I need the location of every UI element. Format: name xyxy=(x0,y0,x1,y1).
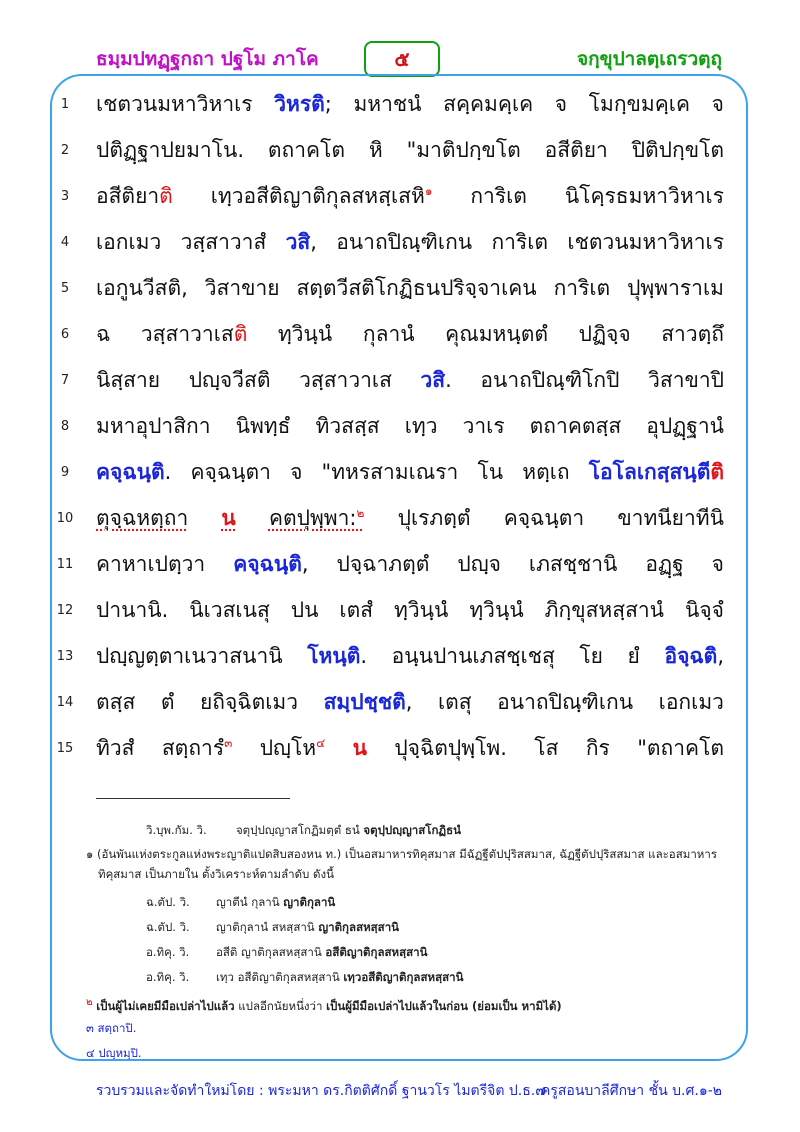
word: ตถาคตสฺส xyxy=(529,414,622,438)
word: มหาอุปาสิกา xyxy=(96,414,211,438)
text-line xyxy=(0,496,800,542)
word: หตฺเถ xyxy=(522,460,570,484)
fn1-a: วิ.บุพ.กัม. วิ. xyxy=(146,823,207,837)
word: ทฺวินฺนํ xyxy=(469,598,524,622)
word: เทฺวอสีติญาติกุลสหสฺเสหิ$^๑$ xyxy=(210,184,433,208)
line-text xyxy=(96,270,724,306)
word: อนฺนปานเภสชฺเชสุ xyxy=(391,644,555,668)
footer-teacher: ครูสอนบาลีศึกษา ชั้น บ.ศ.๑-๒ xyxy=(540,1083,722,1099)
footnote-6: ๔ ปญฺหมฺปิ. xyxy=(86,1046,142,1060)
line-text xyxy=(96,730,724,766)
line-number: 6 xyxy=(60,327,70,342)
line-text xyxy=(96,362,724,398)
footnote-5: ๓ สตฺถาปิ. xyxy=(86,1021,137,1035)
word: สมฺปชฺชติ, xyxy=(323,690,413,714)
word: "มาติปกฺขโต xyxy=(406,138,521,162)
text-line xyxy=(0,404,800,450)
word: สตฺถารํ$^๓$ xyxy=(161,736,233,760)
word: ปญฺญตฺตาเนวาสนานิ xyxy=(96,644,283,668)
word: เอกเมว xyxy=(96,230,162,254)
word: การิเต xyxy=(470,184,527,208)
word: "ทหรสามเณรา xyxy=(321,460,459,484)
word: เตสุ xyxy=(437,690,472,714)
word: วสิ. xyxy=(420,368,452,392)
text-line xyxy=(0,726,800,772)
word: จ xyxy=(711,92,724,116)
word: จ xyxy=(554,92,568,116)
word: ปานานิ. xyxy=(96,598,169,622)
line-text xyxy=(96,592,724,628)
word: สตฺตวีสติโกฏิธนปริจฺจาเคน xyxy=(296,276,537,300)
word: เภสชฺชานิ xyxy=(528,552,618,576)
word: เตสํ xyxy=(339,598,374,622)
word: น xyxy=(221,506,236,530)
word: หิ xyxy=(368,138,383,162)
word: วสิ, xyxy=(285,230,317,254)
word: คจฺฉนฺตา xyxy=(190,460,271,484)
word: อสีติยา xyxy=(544,138,608,162)
word: ตํ xyxy=(160,690,175,714)
word: สคฺคมคฺเค xyxy=(443,92,534,116)
word: โน xyxy=(477,460,504,484)
fn1-b: จตุปฺปญฺญาสโกฏิมตฺตํ ธนํ xyxy=(235,823,360,837)
analysis-row: อ.ทิคุ. วิ. เทฺว อสีติญาติกุลสหสฺสานิ เทฺวอสีติญาติกุลสหสฺสานิ xyxy=(146,970,464,984)
word: โหนฺติ. xyxy=(307,644,368,668)
word: นิสฺสาย xyxy=(96,368,161,392)
word: ตสฺส xyxy=(96,690,136,714)
word: ขาทนียาทีนิ xyxy=(617,506,724,530)
word: ปุจฺฉิตปุพฺโพ. xyxy=(394,736,507,760)
word: อนาถปิณฺฑิโกปิ xyxy=(480,368,620,392)
line-number: 4 xyxy=(60,235,70,250)
word: ทิวสํ xyxy=(96,736,135,760)
fn1-c: จตุปฺปญฺญาสโกฏิธนํ xyxy=(363,823,462,837)
text-line xyxy=(0,82,800,128)
word: โส xyxy=(534,736,559,760)
word: ภิกฺขุสหสฺสานํ xyxy=(544,598,665,622)
word: ตถาคโต xyxy=(267,138,345,162)
word: โย xyxy=(579,644,603,668)
line-text xyxy=(96,132,724,168)
text-line xyxy=(0,128,800,174)
line-number: 8 xyxy=(60,419,70,434)
footnote-rule xyxy=(96,798,290,799)
line-number: 10 xyxy=(56,511,74,526)
text-line xyxy=(0,174,800,220)
word: ปน xyxy=(290,598,319,622)
header-right-title: จกฺขุปาลตฺเถรวตฺถุ xyxy=(576,48,722,70)
word: นิจฺจํ xyxy=(685,598,724,622)
word: วิสาขาปิ xyxy=(648,368,724,392)
text-line xyxy=(0,450,800,496)
line-number: 15 xyxy=(56,741,74,756)
word: คจฺฉนฺติ, xyxy=(233,552,309,576)
word: คจฺฉนฺติ. xyxy=(96,460,172,484)
word: น xyxy=(352,736,367,760)
word: ทฺวินฺนํ xyxy=(394,598,449,622)
word: เอกูนวีสติ, xyxy=(96,276,188,300)
word: การิเต xyxy=(491,230,549,254)
word: ฉ xyxy=(96,322,111,346)
word: กิร xyxy=(585,736,610,760)
fn4-c: เป็นผู้มีมือเปล่าไปแล้วในก่อน (ย่อมเป็น หามิได้) xyxy=(326,998,562,1013)
line-text xyxy=(96,546,724,582)
analysis-row: อ.ทิคุ. วิ. อสีติ ญาติกุลสหสฺสานิ อสีติญาติกุลสหสฺสานิ xyxy=(146,945,428,959)
page-number-box: ๕ xyxy=(364,41,440,77)
header-left-title: ธมฺมปทฏฺฐกถา ปฐโม ภาโค xyxy=(96,48,319,70)
text-line xyxy=(0,312,800,358)
word: อฏฺฐ xyxy=(645,552,684,576)
line-text xyxy=(96,316,724,352)
word: "ตถาคโต xyxy=(637,736,724,760)
text-line xyxy=(0,588,800,634)
word: นิเวสเนสุ xyxy=(189,598,270,622)
text-line xyxy=(0,680,800,726)
word: เชตวนมหาวิหาเร xyxy=(567,230,724,254)
text-line xyxy=(0,358,800,404)
line-number: 9 xyxy=(60,465,70,480)
line-number: 1 xyxy=(60,97,70,112)
word: ยํ xyxy=(627,644,640,668)
text-line xyxy=(0,634,800,680)
line-number: 14 xyxy=(56,695,74,710)
word: นิพทฺธํ xyxy=(235,414,291,438)
fn4-num: ๒ xyxy=(86,997,93,1008)
line-number: 2 xyxy=(60,143,70,158)
line-number: 5 xyxy=(60,281,70,296)
word: วิหรติ; xyxy=(274,92,332,116)
line-text xyxy=(96,224,724,260)
fn4-b: แปลอีกนัยหนึ่งว่า xyxy=(238,998,323,1013)
word: ปญฺจวีสติ xyxy=(188,368,271,392)
word: วสฺสาวาเสติ xyxy=(140,322,248,346)
text-line xyxy=(0,542,800,588)
word: เอกเมว xyxy=(658,690,724,714)
word: ปญฺโห$^๔$ xyxy=(259,736,326,760)
word: อุปฏฺฐานํ xyxy=(646,414,724,438)
word: ปุพฺพาราเม xyxy=(627,276,724,300)
word: โมกฺขมคฺเค xyxy=(588,92,691,116)
line-number: 11 xyxy=(56,557,74,572)
word: ปุเรภตฺตํ xyxy=(397,506,471,530)
text-line xyxy=(0,266,800,312)
word: คตปุพฺพา:$^๒$ xyxy=(268,506,365,530)
word: วสฺสาวาสํ xyxy=(180,230,267,254)
word: จ xyxy=(290,460,303,484)
word: คาหาเปตฺวา xyxy=(96,552,206,576)
word: ปติฏฺฐาปยมาโน. xyxy=(96,138,245,162)
line-text xyxy=(96,408,724,444)
word: จ xyxy=(711,552,724,576)
word: ทิวสสฺส xyxy=(315,414,380,438)
word: ปจฺฉาภตฺตํ xyxy=(336,552,430,576)
word: โอโลเกสฺสนฺตีติ xyxy=(588,460,724,484)
word: อนาถปิณฺฑิเกน xyxy=(497,690,634,714)
word: สาวตฺถึ xyxy=(661,322,724,346)
footnote-4 xyxy=(86,995,562,1016)
line-number: 7 xyxy=(60,373,70,388)
analysis-row: ฉ.ตัป. วิ. ญาตีนํ กุลานิ ญาติกุลานิ xyxy=(146,895,336,909)
line-text xyxy=(96,684,724,720)
line-number: 12 xyxy=(56,603,74,618)
word: วิสาขาย xyxy=(204,276,280,300)
word: ทฺวินฺนํ xyxy=(277,322,333,346)
word: อนาถปิณฺฑิเกน xyxy=(336,230,473,254)
footnote-3: ทิคุสมาส เป็นภายใน ตั้งวิเคราะห์ตามลำดับ ดังนี้ xyxy=(98,867,334,881)
text-line xyxy=(0,220,800,266)
word: ปญฺจ xyxy=(457,552,501,576)
line-text xyxy=(96,86,724,122)
word: เชตวนมหาวิหาเร xyxy=(96,92,253,116)
word: อสีติยาติ xyxy=(96,184,173,208)
word: ตุจฺฉหตฺถา xyxy=(96,506,189,530)
word: การิเต xyxy=(553,276,611,300)
word: ยถิจฺฉิตเมว xyxy=(199,690,299,714)
word: คุณมหนฺตตํ xyxy=(445,322,549,346)
word: วาเร xyxy=(462,414,505,438)
word: ปิติปกฺขโต xyxy=(631,138,724,162)
line-text xyxy=(96,638,724,674)
word: เทฺว xyxy=(404,414,438,438)
line-number: 3 xyxy=(60,189,70,204)
word: อิจฺฉติ, xyxy=(664,644,724,668)
line-number: 13 xyxy=(56,649,74,664)
word: กุลานํ xyxy=(362,322,415,346)
word: นิโคฺรธมหาวิหาเร xyxy=(564,184,724,208)
fn4-a: เป็นผู้ไม่เคยมีมือเปล่าไปแล้ว xyxy=(96,998,235,1013)
word: วสฺสาวาเส xyxy=(299,368,392,392)
footnote-1 xyxy=(146,822,461,840)
word: มหาชนํ xyxy=(353,92,422,116)
word: คจฺฉนฺตา xyxy=(503,506,585,530)
analysis-row: ฉ.ตัป. วิ. ญาติกุลานํ สหสฺสานิ ญาติกุลสหสฺสานิ xyxy=(146,920,400,934)
line-text xyxy=(96,500,724,536)
footnote-2: ๑ (อันพันแห่งตระกูลแห่งพระญาติแปดสิบสองหน ท.) เป็นอสมาหารทิคุสมาส มีฉัฏฐีตัปปุริสสมาส, ฉัฏฐีตัปปุริสสมาส และอสมาหาร xyxy=(86,847,717,861)
footer-compiler: รวบรวมและจัดทำใหม่โดย : พระมหา ดร.กิตติศักดิ์ ฐานวโร ไมตรีจิต ป.ธ.๗ xyxy=(96,1083,546,1099)
word: ปฏิจฺจ xyxy=(578,322,631,346)
line-text xyxy=(96,178,724,214)
line-text xyxy=(96,454,724,490)
